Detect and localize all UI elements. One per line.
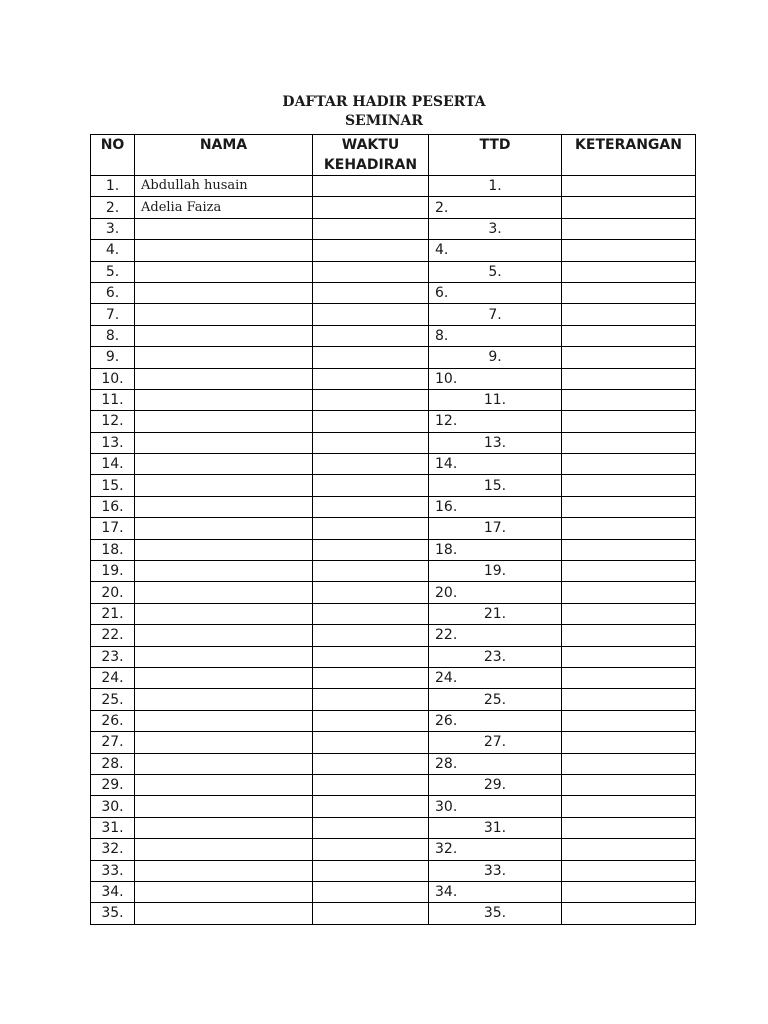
attendance-time-cell <box>313 261 429 282</box>
signature-cell: 29. <box>429 774 562 795</box>
table-row <box>91 475 696 496</box>
participant-name-cell <box>135 347 313 368</box>
row-number: 21. <box>91 603 135 624</box>
table-row <box>91 539 696 560</box>
table-row <box>91 561 696 582</box>
row-number: 30. <box>91 796 135 817</box>
signature-cell: 10. <box>429 368 562 389</box>
table-row <box>91 282 696 303</box>
participant-name-cell <box>135 667 313 688</box>
participant-name-cell: Adelia Faiza <box>135 197 313 218</box>
row-number: 11. <box>91 389 135 410</box>
row-number: 22. <box>91 625 135 646</box>
table-row <box>91 347 696 368</box>
table-row <box>91 689 696 710</box>
remarks-cell <box>562 432 696 453</box>
participant-name-cell <box>135 689 313 710</box>
attendance-time-cell <box>313 667 429 688</box>
attendance-time-cell <box>313 368 429 389</box>
attendance-time-cell <box>313 839 429 860</box>
table-row <box>91 454 696 475</box>
attendance-time-cell <box>313 903 429 924</box>
header-waktu-kehadiran <box>313 135 429 176</box>
attendance-time-cell <box>313 603 429 624</box>
signature-cell: 12. <box>429 411 562 432</box>
remarks-cell <box>562 689 696 710</box>
participant-name-cell <box>135 774 313 795</box>
table-row <box>91 240 696 261</box>
table-row <box>91 603 696 624</box>
participant-name-cell <box>135 368 313 389</box>
remarks-cell <box>562 667 696 688</box>
attendance-time-cell <box>313 475 429 496</box>
attendance-time-cell <box>313 197 429 218</box>
remarks-cell <box>562 240 696 261</box>
participant-name-cell <box>135 454 313 475</box>
header-waktu-line-2: KEHADIRAN <box>323 157 418 173</box>
table-row <box>91 667 696 688</box>
participant-name-cell: Abdullah husain <box>135 176 313 197</box>
attendance-time-cell <box>313 411 429 432</box>
row-number: 7. <box>91 304 135 325</box>
signature-cell: 26. <box>429 710 562 731</box>
remarks-cell <box>562 261 696 282</box>
row-number: 13. <box>91 432 135 453</box>
table-row <box>91 368 696 389</box>
signature-cell: 33. <box>429 860 562 881</box>
table-row <box>91 218 696 239</box>
remarks-cell <box>562 774 696 795</box>
participant-name-cell <box>135 881 313 902</box>
participant-name-cell <box>135 218 313 239</box>
row-number: 3. <box>91 218 135 239</box>
attendance-time-cell <box>313 304 429 325</box>
participant-name-cell <box>135 304 313 325</box>
row-number: 19. <box>91 561 135 582</box>
remarks-cell <box>562 176 696 197</box>
row-number: 23. <box>91 646 135 667</box>
signature-cell: 6. <box>429 282 562 303</box>
row-number: 32. <box>91 839 135 860</box>
table-row <box>91 304 696 325</box>
participant-name-cell <box>135 282 313 303</box>
header-keterangan: KETERANGAN <box>562 135 696 176</box>
attendance-time-cell <box>313 561 429 582</box>
attendance-time-cell <box>313 817 429 838</box>
signature-cell: 18. <box>429 539 562 560</box>
participant-name-cell <box>135 796 313 817</box>
attendance-table <box>90 134 696 925</box>
signature-cell: 20. <box>429 582 562 603</box>
signature-cell: 16. <box>429 496 562 517</box>
attendance-time-cell <box>313 710 429 731</box>
attendance-time-cell <box>313 774 429 795</box>
remarks-cell <box>562 304 696 325</box>
signature-cell: 5. <box>429 261 562 282</box>
participant-name-cell <box>135 496 313 517</box>
remarks-cell <box>562 646 696 667</box>
remarks-cell <box>562 625 696 646</box>
participant-name-cell <box>135 903 313 924</box>
table-row <box>91 881 696 902</box>
attendance-time-cell <box>313 347 429 368</box>
row-number: 1. <box>91 176 135 197</box>
table-row <box>91 411 696 432</box>
attendance-time-cell <box>313 582 429 603</box>
participant-name-cell <box>135 261 313 282</box>
row-number: 35. <box>91 903 135 924</box>
participant-name-cell <box>135 753 313 774</box>
remarks-cell <box>562 197 696 218</box>
attendance-time-cell <box>313 860 429 881</box>
row-number: 18. <box>91 539 135 560</box>
participant-name-cell <box>135 561 313 582</box>
header-waktu-line-1: WAKTU <box>341 137 400 153</box>
title-line-2: SEMINAR <box>344 113 424 129</box>
row-number: 4. <box>91 240 135 261</box>
participant-name-cell <box>135 625 313 646</box>
table-row <box>91 732 696 753</box>
remarks-cell <box>562 518 696 539</box>
attendance-time-cell <box>313 689 429 710</box>
participant-name-cell <box>135 839 313 860</box>
remarks-cell <box>562 539 696 560</box>
row-number: 6. <box>91 282 135 303</box>
table-row <box>91 774 696 795</box>
table-row <box>91 646 696 667</box>
remarks-cell <box>562 710 696 731</box>
remarks-cell <box>562 496 696 517</box>
participant-name-cell <box>135 240 313 261</box>
remarks-cell <box>562 732 696 753</box>
signature-cell: 31. <box>429 817 562 838</box>
remarks-cell <box>562 389 696 410</box>
attendance-time-cell <box>313 753 429 774</box>
signature-cell: 24. <box>429 667 562 688</box>
attendance-time-cell <box>313 432 429 453</box>
remarks-cell <box>562 218 696 239</box>
row-number: 9. <box>91 347 135 368</box>
participant-name-cell <box>135 539 313 560</box>
table-row <box>91 839 696 860</box>
attendance-time-cell <box>313 539 429 560</box>
attendance-time-cell <box>313 732 429 753</box>
remarks-cell <box>562 753 696 774</box>
participant-name-cell <box>135 325 313 346</box>
signature-cell: 27. <box>429 732 562 753</box>
participant-name-cell <box>135 817 313 838</box>
table-row <box>91 197 696 218</box>
signature-cell: 8. <box>429 325 562 346</box>
remarks-cell <box>562 796 696 817</box>
signature-cell: 21. <box>429 603 562 624</box>
attendance-time-cell <box>313 282 429 303</box>
table-row <box>91 176 696 197</box>
attendance-time-cell <box>313 176 429 197</box>
remarks-cell <box>562 839 696 860</box>
signature-cell: 1. <box>429 176 562 197</box>
row-number: 28. <box>91 753 135 774</box>
table-row <box>91 753 696 774</box>
participant-name-cell <box>135 732 313 753</box>
row-number: 8. <box>91 325 135 346</box>
row-number: 33. <box>91 860 135 881</box>
signature-cell: 11. <box>429 389 562 410</box>
attendance-time-cell <box>313 325 429 346</box>
signature-cell: 28. <box>429 753 562 774</box>
participant-name-cell <box>135 411 313 432</box>
attendance-time-cell <box>313 240 429 261</box>
header-nama: NAMA <box>135 135 313 176</box>
remarks-cell <box>562 347 696 368</box>
signature-cell: 32. <box>429 839 562 860</box>
remarks-cell <box>562 282 696 303</box>
row-number: 2. <box>91 197 135 218</box>
signature-cell: 35. <box>429 903 562 924</box>
remarks-cell <box>562 368 696 389</box>
attendance-time-cell <box>313 625 429 646</box>
table-row <box>91 325 696 346</box>
table-row <box>91 389 696 410</box>
participant-name-cell <box>135 646 313 667</box>
table-row <box>91 518 696 539</box>
header-ttd: TTD <box>429 135 562 176</box>
attendance-time-cell <box>313 881 429 902</box>
remarks-cell <box>562 603 696 624</box>
signature-cell: 17. <box>429 518 562 539</box>
row-number: 15. <box>91 475 135 496</box>
signature-cell: 13. <box>429 432 562 453</box>
participant-name-cell <box>135 860 313 881</box>
table-row <box>91 496 696 517</box>
signature-cell: 14. <box>429 454 562 475</box>
attendance-time-cell <box>313 518 429 539</box>
participant-name-cell <box>135 710 313 731</box>
signature-cell: 15. <box>429 475 562 496</box>
signature-cell: 23. <box>429 646 562 667</box>
row-number: 5. <box>91 261 135 282</box>
attendance-time-cell <box>313 389 429 410</box>
signature-cell: 30. <box>429 796 562 817</box>
table-row <box>91 903 696 924</box>
signature-cell: 34. <box>429 881 562 902</box>
row-number: 20. <box>91 582 135 603</box>
row-number: 29. <box>91 774 135 795</box>
row-number: 26. <box>91 710 135 731</box>
row-number: 34. <box>91 881 135 902</box>
signature-cell: 22. <box>429 625 562 646</box>
row-number: 25. <box>91 689 135 710</box>
table-row <box>91 860 696 881</box>
remarks-cell <box>562 817 696 838</box>
header-row <box>91 135 696 176</box>
header-no: NO <box>91 135 135 176</box>
remarks-cell <box>562 860 696 881</box>
remarks-cell <box>562 903 696 924</box>
row-number: 31. <box>91 817 135 838</box>
participant-name-cell <box>135 603 313 624</box>
participant-name-cell <box>135 389 313 410</box>
signature-cell: 25. <box>429 689 562 710</box>
remarks-cell <box>562 582 696 603</box>
table-row <box>91 582 696 603</box>
participant-name-cell <box>135 432 313 453</box>
row-number: 14. <box>91 454 135 475</box>
participant-name-cell <box>135 582 313 603</box>
title-line-1: DAFTAR HADIR PESERTA <box>282 94 486 110</box>
table-row <box>91 261 696 282</box>
table-row <box>91 796 696 817</box>
row-number: 17. <box>91 518 135 539</box>
remarks-cell <box>562 475 696 496</box>
remarks-cell <box>562 411 696 432</box>
table-row <box>91 817 696 838</box>
remarks-cell <box>562 325 696 346</box>
signature-cell: 3. <box>429 218 562 239</box>
attendance-time-cell <box>313 646 429 667</box>
remarks-cell <box>562 561 696 582</box>
participant-name-cell <box>135 475 313 496</box>
row-number: 27. <box>91 732 135 753</box>
attendance-time-cell <box>313 218 429 239</box>
attendance-time-cell <box>313 454 429 475</box>
row-number: 12. <box>91 411 135 432</box>
table-row <box>91 625 696 646</box>
table-row <box>91 710 696 731</box>
attendance-time-cell <box>313 496 429 517</box>
row-number: 24. <box>91 667 135 688</box>
signature-cell: 4. <box>429 240 562 261</box>
signature-cell: 2. <box>429 197 562 218</box>
signature-cell: 7. <box>429 304 562 325</box>
row-number: 16. <box>91 496 135 517</box>
signature-cell: 19. <box>429 561 562 582</box>
document-title <box>0 93 768 131</box>
participant-name-cell <box>135 518 313 539</box>
signature-cell: 9. <box>429 347 562 368</box>
remarks-cell <box>562 881 696 902</box>
remarks-cell <box>562 454 696 475</box>
attendance-time-cell <box>313 796 429 817</box>
table-row <box>91 432 696 453</box>
row-number: 10. <box>91 368 135 389</box>
